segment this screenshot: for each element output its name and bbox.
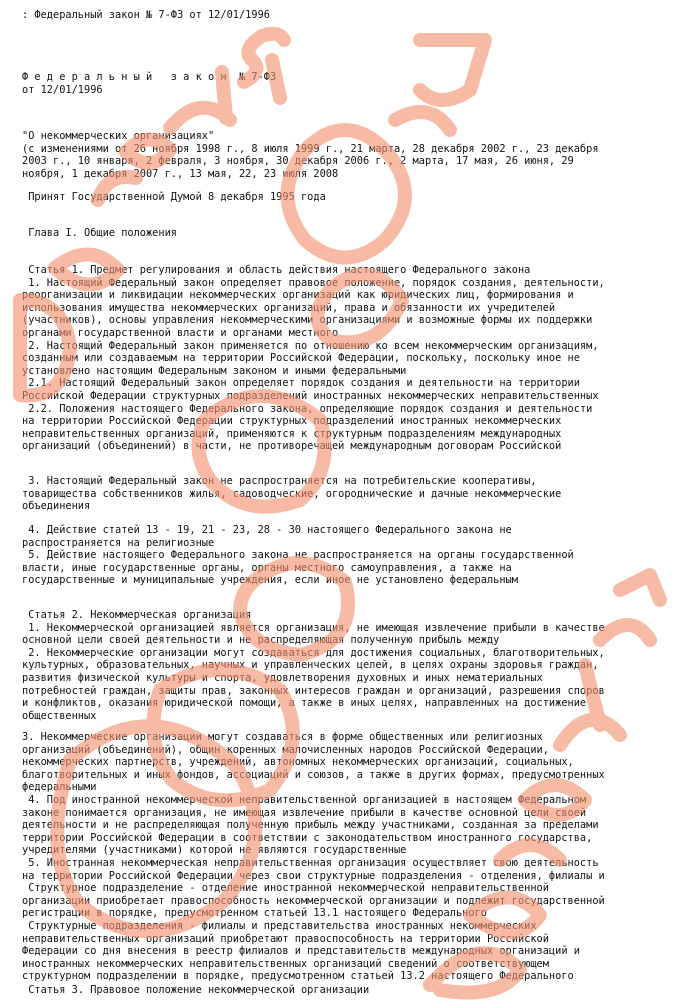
law-title: Ф е д е р а л ь н ы й з а к о н № 7-ФЗ: [22, 71, 277, 83]
text-line: федеральными: [22, 781, 97, 794]
text-line: организаций (объединений), общин коренных малочисленных народов Российской Федерации,: [22, 743, 549, 756]
text-line: 2. Настоящий Федеральный закон применяется по отношению ко всем некоммерческим организациям,: [22, 339, 599, 352]
text-line: власти, иные государственные органы, органы местного самоуправления, а также на: [22, 561, 512, 574]
text-line: 2.2. Положения настоящего Федерального закона, определяющие порядок создания и деятельности: [22, 402, 593, 415]
text-line: развития физической культуры и спорта, удовлетворения духовных и иных нематериальных: [22, 672, 543, 684]
text-line: организаций (объединений) в части, не противоречащей международным договорам Российской: [22, 440, 562, 453]
text-line: 1. Настоящий Федеральный закон определяет правовое положение, порядок создания, деятельности,: [22, 276, 605, 289]
article-1-heading: Статья 1. Предмет регулирования и область действия настоящего Федерального закона: [22, 264, 531, 276]
text-line: иностранных некоммерческих неправительственных организаций сведений о соответствующем: [22, 957, 549, 970]
document-header: : Федеральный закон № 7-ФЗ от 12/01/1996: [22, 9, 270, 21]
text-line: установлено настоящим Федеральным законом и иными федеральными: [22, 364, 407, 377]
text-line: реорганизации и ликвидации некоммерческих организаций как юридических лиц, формирования и: [22, 289, 574, 302]
text-line: неправительственных организаций, применяются к структурным подразделениям международных: [22, 427, 562, 440]
law-date: от 12/01/1996: [22, 83, 103, 96]
text-line: объединения: [22, 500, 91, 513]
text-line: 4. Действие статей 13 - 19, 21 - 23, 28 - 30 настоящего Федерального закона не: [22, 524, 512, 536]
text-line: органами государственной власти и органами местного: [22, 327, 339, 339]
text-line: государственные и муниципальные учреждения, если иное не установлено федеральным: [22, 574, 518, 587]
text-line: Структурные подразделения - филиалы и представительства иностранных некоммерческих: [22, 920, 537, 932]
amendments-line: (с изменениями от 26 ноября 1998 г., 8 июля 1999 г., 21 марта, 28 декабря 2002 г., 23 декабря: [22, 142, 599, 155]
text-line: товарищества собственников жилья, садоводческие, огороднические и дачные некоммерческие: [22, 487, 562, 500]
text-line: и конфликтов, оказания юридической помощи, а также в иных целях, направленных на достижение: [22, 697, 587, 710]
text-line: распространяется на религиозные: [22, 536, 215, 549]
article-3-heading: Статья 3. Правовое положение некоммерческой организации: [22, 984, 370, 996]
text-line: неправительственных организаций приобретают правоспособность на территории Российской: [22, 932, 549, 945]
text-line: 2.1. Настоящий Федеральный закон определяет порядок создания и деятельности на территории: [22, 377, 580, 390]
text-line: организации приобретает правоспособность некоммерческой организации и подлежит государственной: [22, 894, 605, 907]
text-line: благотворительных и иных фондов, ассоциаций и союзов, а также в других формах, предусмотренных: [22, 768, 605, 781]
text-line: основной цели своей деятельности и не распределяющая полученную прибыль между: [22, 634, 500, 647]
text-line: на территории Российской Федерации структурных подразделений иностранных некоммерческих: [22, 415, 562, 428]
text-line: на территории Российской Федерации через свои структурные подразделения - отделения, филиалы и: [22, 869, 605, 882]
text-line: Российской Федерации структурных подразделений иностранных некоммерческих неправительственных: [22, 390, 599, 402]
text-line: территории Российской Федерации в соответствии с законодательством иностранного государства,: [22, 831, 593, 844]
text-line: деятельности и не распределяющая полученную прибыль между участниками, созданная за пределами: [22, 819, 599, 832]
text-line: (участников), основы управления некоммерческими организациями и возможные формы их поддержки: [22, 314, 593, 327]
text-line: потребностей граждан, защиты прав, законных интересов граждан и организаций, разрешения споров: [22, 684, 605, 697]
text-line: Федерации со дня внесения в реестр филиалов и представительств международных организаций и: [22, 945, 580, 958]
text-line: законе понимается организация, не имеющая извлечение прибыли в качестве основной цели своей: [22, 806, 587, 819]
text-line: учредителями (участниками) которой не являются государственные: [22, 844, 407, 857]
chapter-heading: Глава I. Общие положения: [22, 227, 177, 239]
law-name: "О некоммерческих организациях": [22, 130, 215, 142]
text-line: 5. Иностранная некоммерческая неправительственная организация осуществляет свою деятельность: [22, 857, 599, 869]
text-line: 3. Некоммерческие организации могут создаваться в форме общественных или религиозных: [22, 731, 543, 743]
text-line: 2. Некоммерческие организации могут создаваться для достижения социальных, благотворительных,: [22, 646, 605, 659]
text-line: созданным или создаваемым на территории Российской Федерации, поскольку, поскольку иное не: [22, 352, 580, 365]
text-line: культурных, образовательных, научных и управленческих целей, в целях охраны здоровья граждан,: [22, 659, 599, 672]
text-line: 1. Некоммерческой организацией является организация, не имеющая извлечение прибыли в качестве: [22, 621, 605, 634]
text-line: общественных: [22, 709, 97, 722]
text-line: 3. Настоящий Федеральный закон не распространяется на потребительские кооперативы,: [22, 475, 537, 487]
text-line: использования имущества некоммерческих организаций, права и обязанности их учредителей: [22, 301, 556, 314]
text-line: 4. Под иностранной некоммерческой неправительственной организацией в настоящем Федеральном: [22, 794, 587, 806]
article-2-heading: Статья 2. Некоммерческая организация: [22, 609, 252, 621]
text-line: регистрации в порядке, предусмотренном статьей 13.1 настоящего Федерального: [22, 907, 487, 920]
amendments-line: ноября, 1 декабря 2007 г., 13 мая, 22, 23 июля 2008: [22, 167, 339, 180]
text-line: Структурное подразделение - отделение иностранной некоммерческой неправительственной: [22, 882, 549, 895]
text-line: 5. Действие настоящего Федерального закона не распространяется на органы государственной: [22, 549, 574, 562]
amendments-line: 2003 г., 10 января, 2 февраля, 3 ноября, 30 декабря 2006 г., 2 марта, 17 мая, 26 июня, 29: [22, 155, 574, 168]
adoption-note: Принят Государственной Думой 8 декабря 1995 года: [22, 191, 326, 203]
text-line: некоммерческих партнерств, учреждений, автономных некоммерческих организаций, социальных,: [22, 756, 574, 769]
text-line: структурном подразделении в порядке, предусмотренном статьей 13.2 настоящего Федерального: [22, 970, 574, 983]
